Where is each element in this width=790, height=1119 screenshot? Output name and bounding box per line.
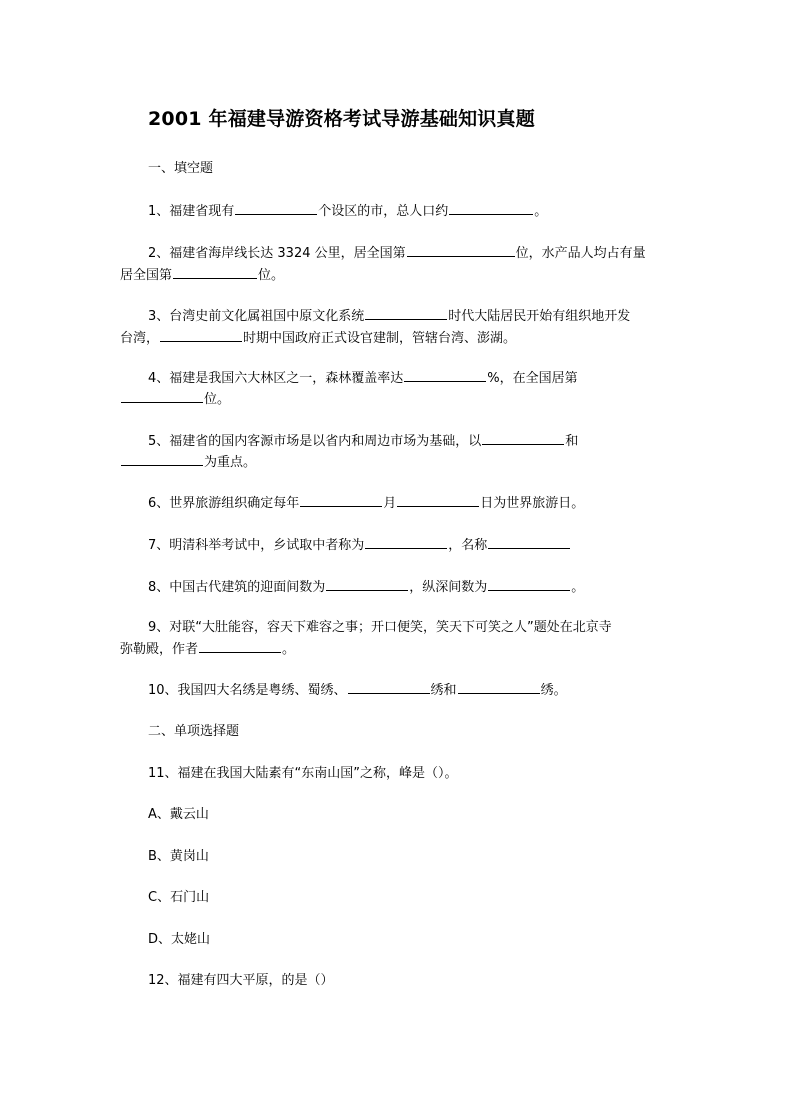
question-2: 2、福建省海岸线长达 3324 公里，居全国第 位，水产品人均占有量 xyxy=(148,242,646,265)
option-c: C、石门山 xyxy=(148,890,210,905)
document-title: 2001 年福建导游资格考试导游基础知识真题 xyxy=(148,108,535,130)
answer-blank[interactable] xyxy=(173,264,257,279)
question-4-continued: 位。 xyxy=(120,388,230,411)
answer-blank[interactable] xyxy=(404,367,486,382)
answer-blank[interactable] xyxy=(300,492,382,507)
question-2-continued: 居全国第 位。 xyxy=(120,264,284,287)
answer-blank[interactable] xyxy=(407,242,515,257)
question-8: 8、中国古代建筑的迎面间数为 ，纵深间数为 。 xyxy=(148,576,584,599)
question-1: 1、福建省现有 个设区的市，总人口约 。 xyxy=(148,200,547,223)
answer-blank[interactable] xyxy=(235,200,317,215)
question-5: 5、福建省的国内客源市场是以省内和周边市场为基础，以 和 xyxy=(148,430,578,453)
option-d: D、太姥山 xyxy=(148,932,211,947)
question-11: 11、福建在我国大陆素有“东南山国”之称，峰是（）。 xyxy=(148,766,458,781)
question-6: 6、世界旅游组织确定每年 月 日为世界旅游日。 xyxy=(148,492,584,515)
option-a: A、戴云山 xyxy=(148,807,209,822)
answer-blank[interactable] xyxy=(365,305,447,320)
question-9: 9、对联“大肚能容，容天下难容之事；开口便笑，笑天下可笑之人”题处在北京寺 xyxy=(148,620,612,635)
question-3-continued: 台湾， 时期中国政府正式设官建制，管辖台湾、澎湖。 xyxy=(120,327,516,350)
answer-blank[interactable] xyxy=(449,200,533,215)
answer-blank[interactable] xyxy=(121,451,203,466)
question-5-continued: 为重点。 xyxy=(120,451,256,474)
option-b: B、黄岗山 xyxy=(148,849,209,864)
question-7: 7、明清科举考试中，乡试取中者称为 ，名称 xyxy=(148,534,571,557)
answer-blank[interactable] xyxy=(488,576,570,591)
answer-blank[interactable] xyxy=(348,679,430,694)
answer-blank[interactable] xyxy=(199,638,281,653)
answer-blank[interactable] xyxy=(160,327,242,342)
answer-blank[interactable] xyxy=(397,492,479,507)
answer-blank[interactable] xyxy=(121,388,203,403)
section-heading-fill-blank: 一、填空题 xyxy=(148,161,214,176)
question-10: 10、我国四大名绣是粤绣、蜀绣、 绣和 绣。 xyxy=(148,679,567,702)
question-9-continued: 弥勒殿，作者 。 xyxy=(120,638,295,661)
answer-blank[interactable] xyxy=(365,534,447,549)
question-3: 3、台湾史前文化属祖国中原文化系统 时代大陆居民开始有组织地开发 xyxy=(148,305,630,328)
answer-blank[interactable] xyxy=(482,430,564,445)
answer-blank[interactable] xyxy=(458,679,540,694)
answer-blank[interactable] xyxy=(488,534,570,549)
section-heading-single-choice: 二、单项选择题 xyxy=(148,724,240,739)
answer-blank[interactable] xyxy=(326,576,408,591)
question-12: 12、福建有四大平原，的是（） xyxy=(148,973,334,988)
question-4: 4、福建是我国六大林区之一，森林覆盖率达 %，在全国居第 xyxy=(148,367,578,390)
